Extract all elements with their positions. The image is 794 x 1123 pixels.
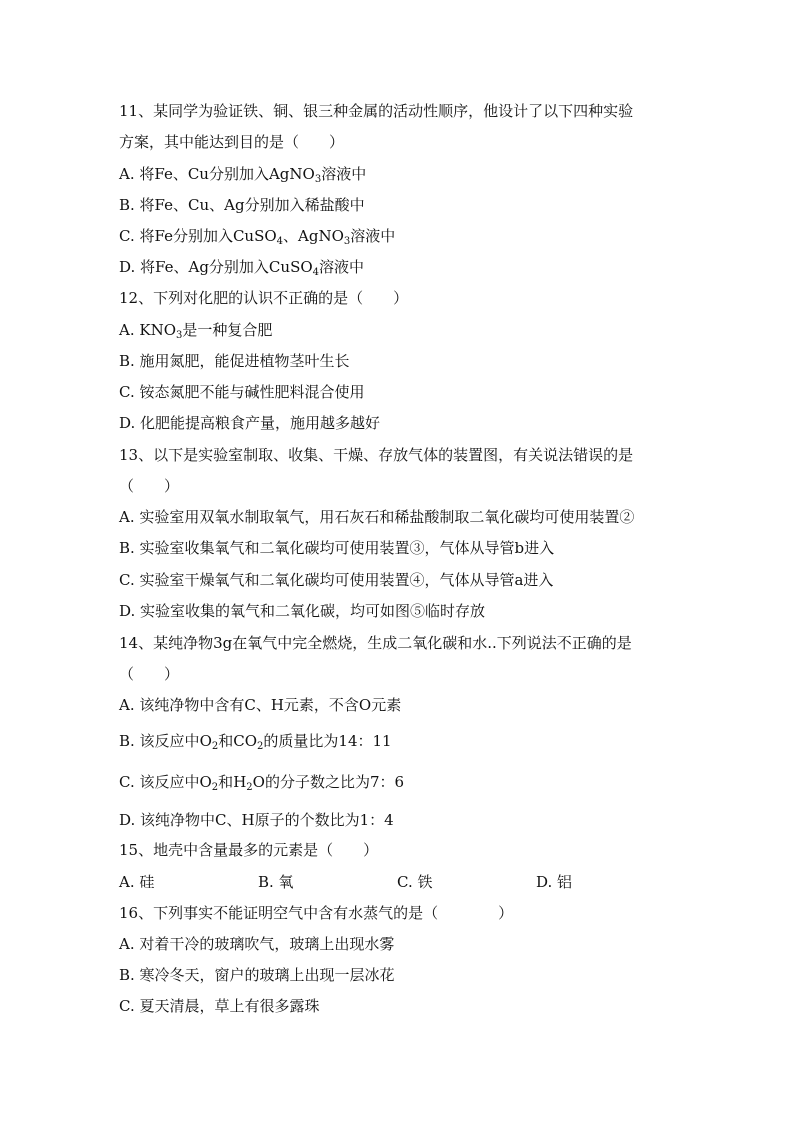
q11-stem-line1: 11、某同学为验证铁、铜、银三种金属的活动性顺序，他设计了以下四种实验 [119, 102, 634, 120]
q13-option-d: D. 实验室收集的氧气和二氧化碳，均可如图⑤临时存放 [119, 602, 486, 620]
q14-option-d: D. 该纯净物中C、H原子的个数比为1：4 [119, 811, 394, 829]
q11-option-d: D. 将Fe、Ag分别加入CuSO$_4$溶液中 [119, 258, 365, 278]
q14-option-b: B. 该反应中$O_2$和$CO_2$的质量比为14：11 [119, 732, 392, 752]
q11-option-c: C. 将Fe分别加入CuSO$_4$、AgNO$_3$溶液中 [119, 227, 396, 247]
q14-option-a: A. 该纯净物中含有C、H元素，不含O元素 [119, 696, 402, 714]
q13-option-a: A. 实验室用双氧水制取氧气，用石灰石和稀盐酸制取二氧化碳均可使用装置② [119, 508, 635, 526]
q12-option-d: D. 化肥能提高粮食产量，施用越多越好 [119, 414, 381, 432]
q15-option-d: D. 铝 [536, 873, 573, 891]
q13-stem-line2: （ ） [119, 477, 180, 495]
q16-option-a: A. 对着干冷的玻璃吹气，玻璃上出现水雾 [119, 935, 395, 953]
q15-option-a: A. 硅 [119, 873, 155, 891]
q14-stem-line1: 14、某纯净物3g在氧气中完全燃烧，生成二氧化碳和水..下列说法不正确的是 [119, 634, 632, 652]
q16-option-c: C. 夏天清晨，草上有很多露珠 [119, 997, 320, 1015]
q12-option-c: C. 铵态氮肥不能与碱性肥料混合使用 [119, 383, 365, 401]
q12-option-a: A. $KNO_3$是一种复合肥 [119, 321, 273, 341]
q16-stem: 16、下列事实不能证明空气中含有水蒸气的是（ ） [119, 904, 514, 922]
q13-stem-line1: 13、以下是实验室制取、收集、干燥、存放气体的装置图，有关说法错误的是 [119, 446, 634, 464]
q14-option-c: C. 该反应中$O_2$和$H_2O$的分子数之比为7：6 [119, 773, 405, 793]
q15-option-b: B. 氧 [258, 873, 294, 891]
q12-option-b: B. 施用氮肥，能促进植物茎叶生长 [119, 352, 350, 370]
q16-option-b: B. 寒冷冬天，窗户的玻璃上出现一层冰花 [119, 966, 395, 984]
q11-option-a: A. 将Fe、Cu分别加入AgNO$_3$溶液中 [119, 165, 367, 185]
q13-option-b: B. 实验室收集氧气和二氧化碳均可使用装置③，气体从导管b进入 [119, 539, 555, 557]
q11-stem-line2: 方案，其中能达到目的是（ ） [119, 133, 345, 151]
q15-stem: 15、地壳中含量最多的元素是（ ） [119, 841, 379, 859]
q13-option-c: C. 实验室干燥氧气和二氧化碳均可使用装置④，气体从导管a进入 [119, 571, 554, 589]
q11-option-b: B. 将Fe、Cu、Ag分别加入稀盐酸中 [119, 196, 365, 214]
q15-option-c: C. 铁 [397, 873, 433, 891]
q12-stem: 12、下列对化肥的认识不正确的是（ ） [119, 289, 409, 307]
q14-stem-line2: （ ） [119, 665, 180, 683]
